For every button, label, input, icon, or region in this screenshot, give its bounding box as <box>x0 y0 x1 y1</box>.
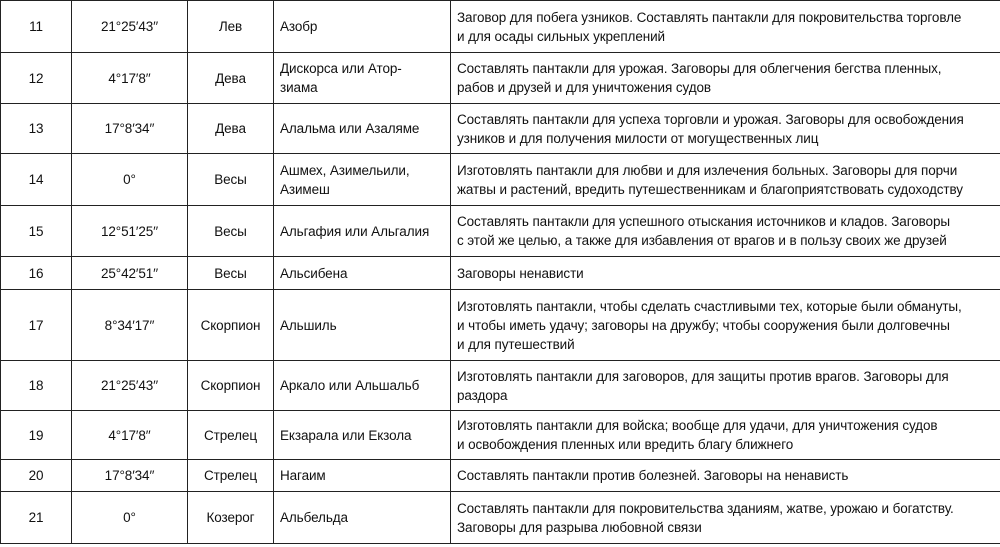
mansion-name-line: Альбельда <box>280 510 348 525</box>
table-row <box>1 411 1000 460</box>
mansion-description-line: Составлять пантакли для покровительства зданиям, жатве, урожаю и богатству. <box>457 500 954 516</box>
mansion-name <box>274 290 451 361</box>
mansion-number: 16 <box>1 257 72 290</box>
mansion-description <box>451 492 1000 544</box>
mansion-description-line: Заговоры ненависти <box>457 265 584 281</box>
mansion-name-line: Ашмех, Азимельили, <box>280 162 410 178</box>
zodiac-sign: Дева <box>188 104 274 154</box>
mansion-description-line: и освобождения пленных или вредить благу ближнего <box>457 437 794 452</box>
mansion-name-line: Екзарала или Екзола <box>280 427 412 443</box>
mansion-name-line: Альгафия или Альгалия <box>280 223 430 239</box>
zodiac-sign: Весы <box>188 206 274 257</box>
mansion-name <box>274 104 451 154</box>
table-row <box>1 53 1000 104</box>
mansion-description-line: жатвы и растений, вредить путешественникам и благоприятствовать судоходству <box>457 181 963 197</box>
table-row <box>1 257 1000 290</box>
mansion-description <box>451 104 1000 154</box>
mansion-number: 12 <box>1 53 72 104</box>
mansion-name <box>274 206 451 257</box>
mansion-name <box>274 411 451 460</box>
mansion-name <box>274 1 451 53</box>
mansion-name-line: Альсибена <box>280 265 348 281</box>
mansion-number: 19 <box>1 411 72 460</box>
mansion-description-line: Составлять пантакли против болезней. Заговоры на ненависть <box>457 468 849 483</box>
mansion-name <box>274 361 451 411</box>
mansion-number: 15 <box>1 206 72 257</box>
mansion-description-line: и чтобы иметь удачу; заговоры на дружбу; чтобы сооружения были долговечны <box>457 317 950 333</box>
mansion-description <box>451 154 1000 206</box>
mansion-degree: 17°8′34′′ <box>72 460 188 492</box>
table-body <box>1 1 1000 544</box>
mansion-number: 11 <box>1 1 72 53</box>
mansion-name-line: Альшиль <box>280 317 337 333</box>
mansion-name-line: Нагаим <box>280 468 326 483</box>
mansion-name-line: Алальма или Азаляме <box>280 121 420 136</box>
mansion-name <box>274 53 451 104</box>
mansion-description-line: Изготовлять пантакли для заговоров, для защиты против врагов. Заговоры для <box>457 368 949 384</box>
mansion-degree: 0° <box>72 154 188 206</box>
table-row <box>1 1 1000 53</box>
mansion-description <box>451 411 1000 460</box>
table-row <box>1 361 1000 411</box>
mansion-degree: 8°34′17′′ <box>72 290 188 361</box>
mansion-description <box>451 257 1000 290</box>
mansion-degree: 4°17′8′′ <box>72 53 188 104</box>
mansion-description-line: Составлять пантакли для успеха торговли и урожая. Заговоры для освобождения <box>457 111 964 127</box>
mansion-description-line: Заговоры для разрыва любовной связи <box>457 519 702 535</box>
zodiac-sign: Стрелец <box>188 411 274 460</box>
mansion-description-line: Составлять пантакли для успешного отыскания источников и кладов. Заговоры <box>457 214 950 229</box>
mansion-description-line: с этой же целью, а также для избавления от врагов и в пользу своих же друзей <box>457 233 947 248</box>
mansion-name-line: Азимеш <box>280 181 330 197</box>
mansion-description-line: узников и для получения милости от могущественных лиц <box>457 130 819 146</box>
mansion-name <box>274 154 451 206</box>
mansion-description-line: и для путешествий <box>457 336 575 352</box>
mansion-name <box>274 460 451 492</box>
mansion-description-line: Составлять пантакли для урожая. Заговоры для облегчения бегства пленных, <box>457 61 942 76</box>
mansion-name-line: Азобр <box>280 19 318 34</box>
table-row <box>1 460 1000 492</box>
zodiac-sign: Весы <box>188 154 274 206</box>
mansion-degree: 21°25′43′′ <box>72 361 188 411</box>
zodiac-sign: Лев <box>188 1 274 53</box>
mansion-description-line: и для осады сильных укреплений <box>457 28 665 44</box>
zodiac-sign: Скорпион <box>188 290 274 361</box>
mansion-description <box>451 460 1000 492</box>
mansion-number: 14 <box>1 154 72 206</box>
mansion-description <box>451 290 1000 361</box>
mansion-degree: 4°17′8′′ <box>72 411 188 460</box>
mansion-name-line: Дискорса или Атор- <box>280 61 402 76</box>
mansion-description-line: Изготовлять пантакли, чтобы сделать счастливыми тех, которые были обмануты, <box>457 298 962 314</box>
mansion-name-line: Аркало или Альшальб <box>280 378 420 393</box>
table-row <box>1 154 1000 206</box>
mansion-degree: 17°8′34′′ <box>72 104 188 154</box>
mansion-degree: 0° <box>72 492 188 544</box>
mansion-degree: 12°51′25′′ <box>72 206 188 257</box>
zodiac-sign: Дева <box>188 53 274 104</box>
mansion-number: 21 <box>1 492 72 544</box>
mansion-description <box>451 53 1000 104</box>
mansion-description-line: Заговор для побега узников. Составлять пантакли для покровительства торговле <box>457 9 962 25</box>
mansion-description-line: раздора <box>457 387 508 403</box>
table-row <box>1 290 1000 361</box>
mansion-name <box>274 257 451 290</box>
mansion-description-line: Изготовлять пантакли для войска; вообще для удачи, для уничтожения судов <box>457 418 938 433</box>
zodiac-sign: Стрелец <box>188 460 274 492</box>
table-row <box>1 492 1000 544</box>
table-row <box>1 206 1000 257</box>
mansion-description <box>451 1 1000 53</box>
mansion-name-line: зиама <box>280 80 318 95</box>
mansion-number: 13 <box>1 104 72 154</box>
mansion-name <box>274 492 451 544</box>
mansion-degree: 25°42′51′′ <box>72 257 188 290</box>
mansion-number: 20 <box>1 460 72 492</box>
zodiac-sign: Весы <box>188 257 274 290</box>
mansion-description-line: рабов и друзей и для уничтожения судов <box>457 80 711 95</box>
table-row <box>1 104 1000 154</box>
mansion-number: 17 <box>1 290 72 361</box>
zodiac-sign: Скорпион <box>188 361 274 411</box>
mansion-description <box>451 361 1000 411</box>
zodiac-sign: Козерог <box>188 492 274 544</box>
mansion-degree: 21°25′43′′ <box>72 1 188 53</box>
mansion-number: 18 <box>1 361 72 411</box>
mansion-description-line: Изготовлять пантакли для любви и для излечения больных. Заговоры для порчи <box>457 162 958 178</box>
mansion-description <box>451 206 1000 257</box>
